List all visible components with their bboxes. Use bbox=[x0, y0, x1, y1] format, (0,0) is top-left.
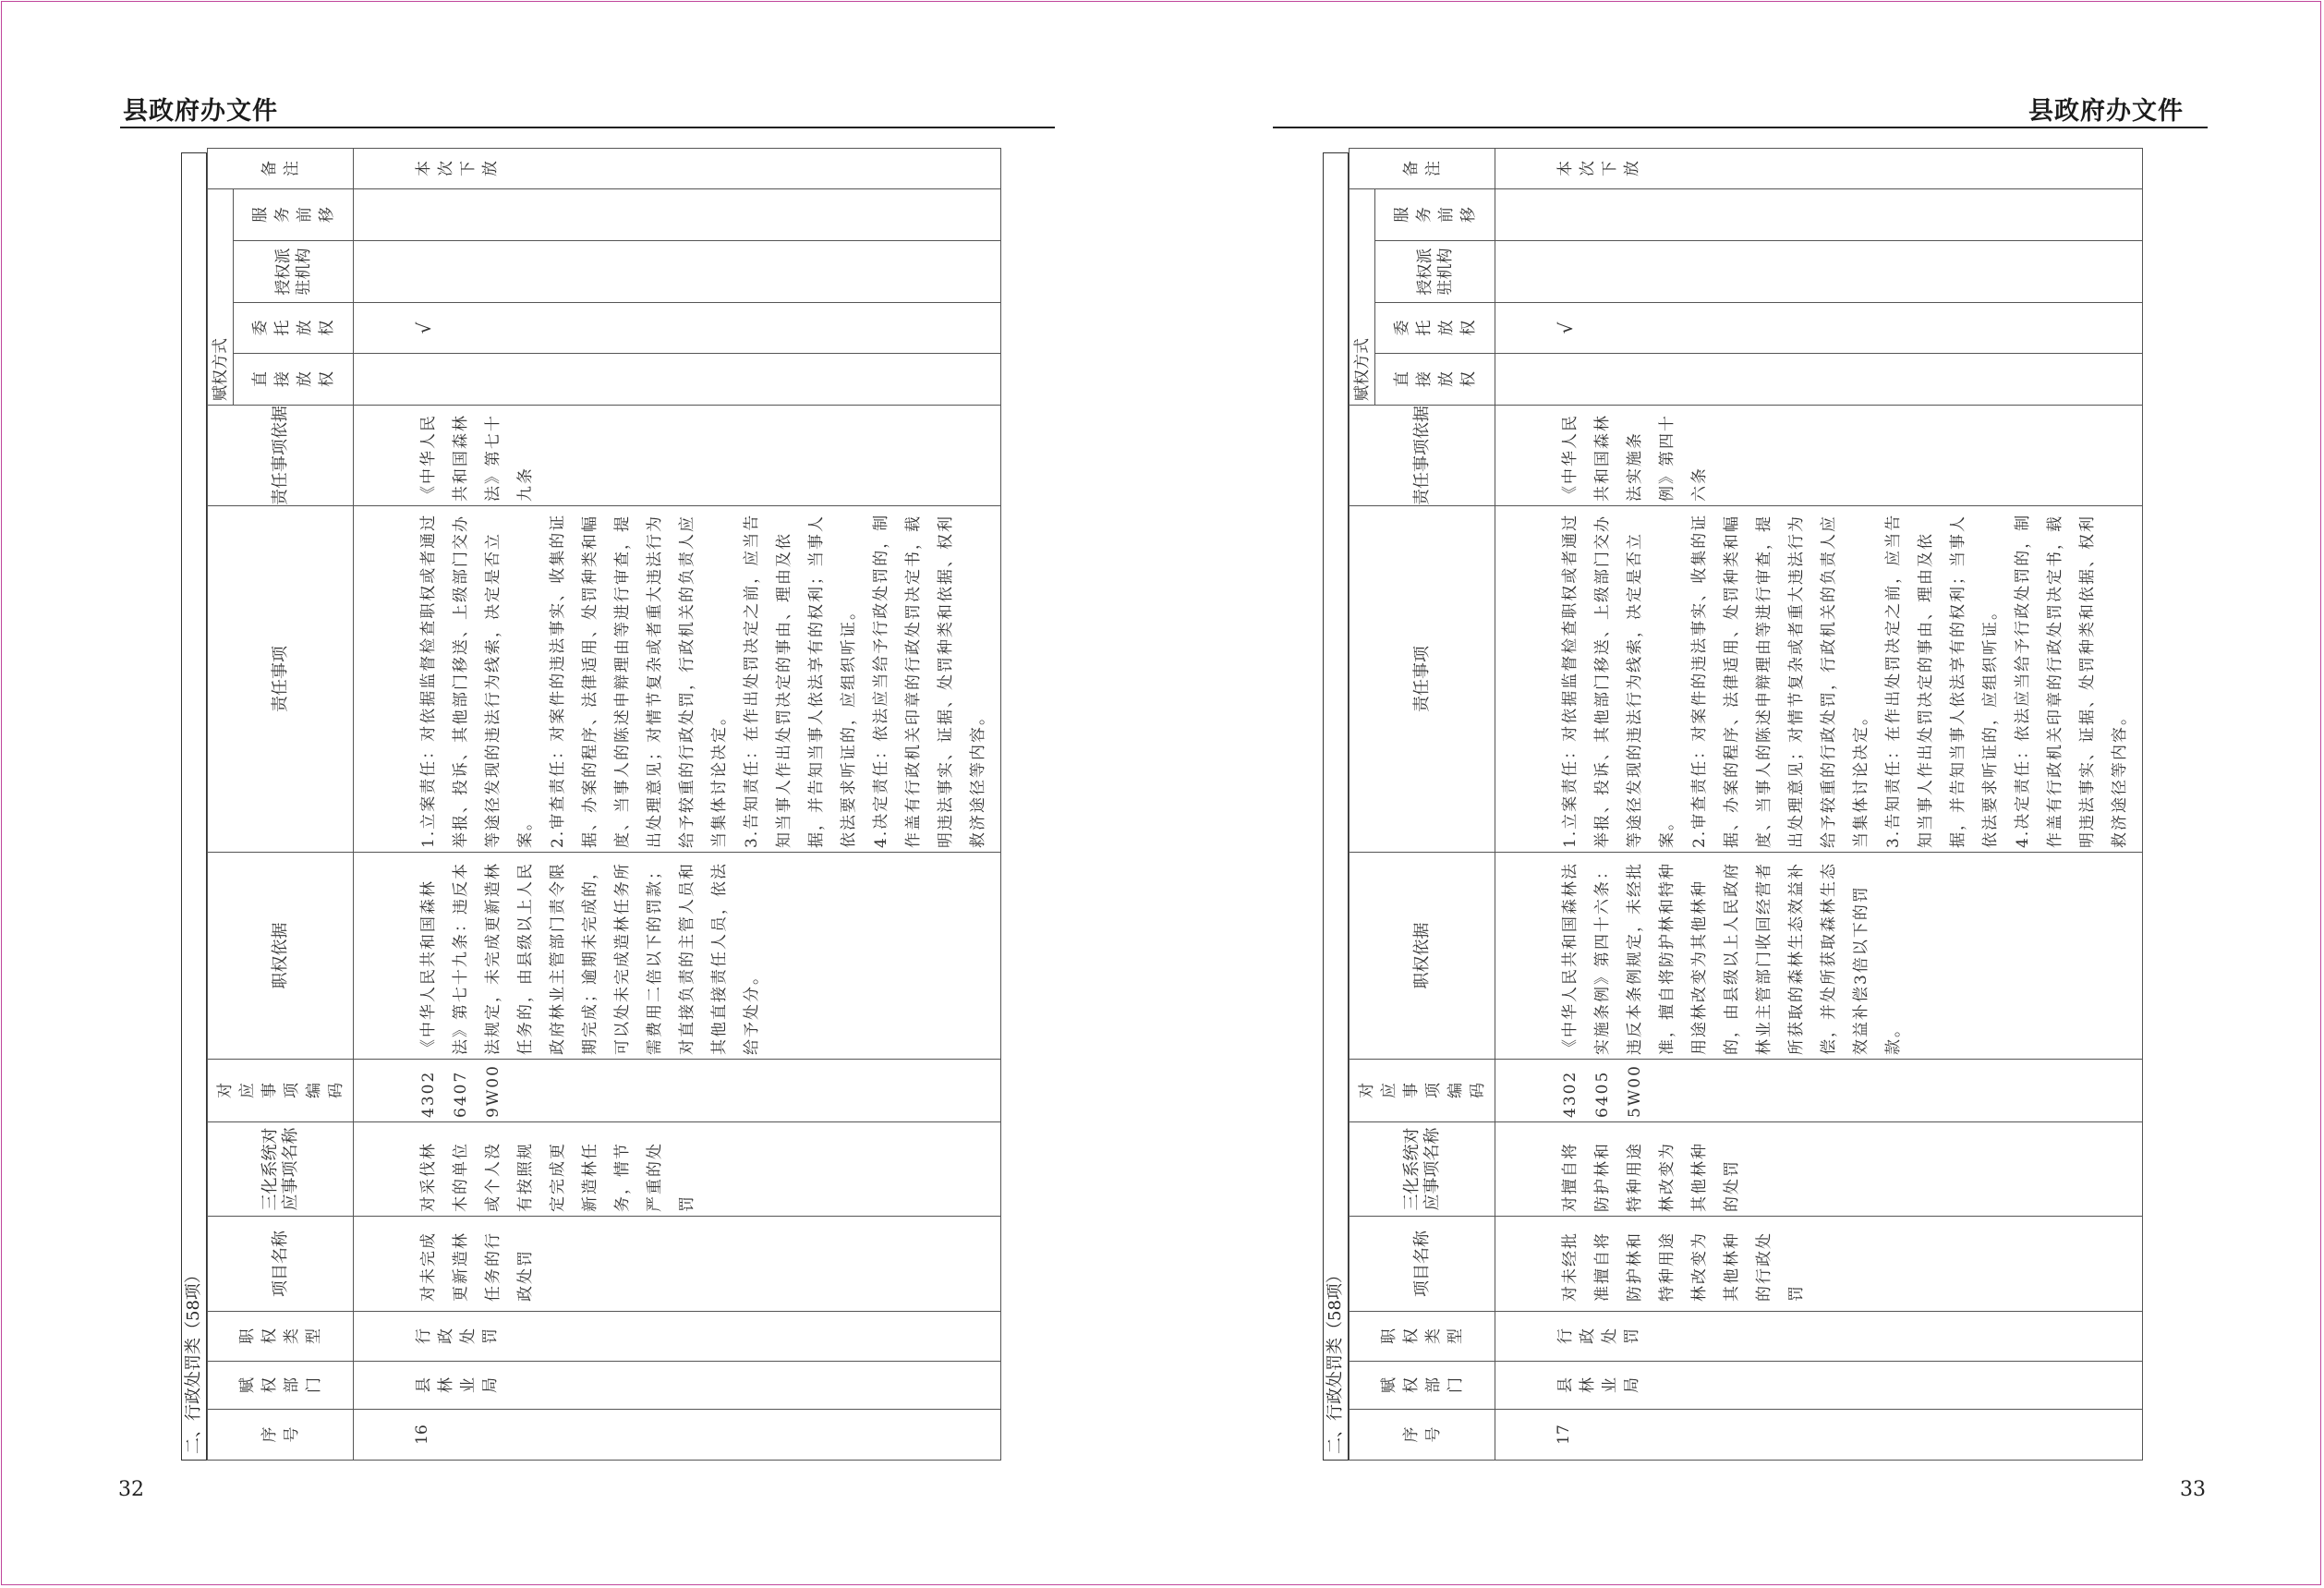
col-dept: 赋权部门 bbox=[208, 1362, 354, 1410]
cell-service-forward bbox=[1495, 189, 2143, 241]
col-legal-basis: 职权依据 bbox=[208, 853, 354, 1060]
col-remark: 备注 bbox=[1350, 149, 1495, 189]
cell-code: 430264055W00 bbox=[1495, 1060, 2143, 1122]
col-remark: 备注 bbox=[208, 149, 354, 189]
cell-resp-basis: 《中华人民共和国森林法》第七十九条 bbox=[354, 406, 1001, 506]
col-seq: 序号 bbox=[208, 1410, 354, 1461]
resp-item: 1.立案责任：对依据监督检查职权或者通过举报、投诉、其他部门移送、上级部门交办等途径发现的违法行为线索，决定是否立案。 bbox=[419, 513, 535, 848]
col-responsibility: 责任事项 bbox=[1350, 506, 1495, 853]
resp-item: 2.审查责任：对案件的违法事实、收集的证据、办案的程序、法律适用、处罚种类和幅度、当事人的陈述申辩理由等进行审查，提出处理意见；对情节复杂或者重大违法行为给予较重的行政处罚，行政机关的负责人应当集体讨论决定。 bbox=[1690, 513, 1870, 848]
cell-seq: 17 bbox=[1495, 1410, 2143, 1461]
header-rule bbox=[1273, 127, 2208, 128]
header-rule bbox=[120, 127, 1055, 128]
rotated-table-block bbox=[181, 152, 1003, 1461]
section-title: 二、行政处罚类（58项） bbox=[1323, 152, 1349, 1461]
col-entrust: 委托放权 bbox=[1375, 303, 1495, 354]
cell-responsibility bbox=[1495, 506, 2143, 853]
cell-remark: 本次下放 bbox=[354, 149, 1001, 189]
cell-responsibility bbox=[354, 506, 1001, 853]
cell-entrust-check: √ bbox=[354, 303, 1001, 354]
resp-item: 3.告知责任：在作出处罚决定之前，应当告知当事人作出处罚决定的事由、理由及依据，并告知当事人依法享有的权利；当事人依法要求听证的，应组织听证。 bbox=[743, 513, 858, 848]
cell-dept: 县林业局 bbox=[354, 1362, 1001, 1410]
resp-item: 4.决定责任：依法应当给予行政处罚的，制作盖有行政机关印章的行政处罚决定书，载明违法事实、证据、处罚种类和依据、权利救济途径等内容。 bbox=[872, 513, 987, 848]
cell-power-type: 行政处罚 bbox=[354, 1312, 1001, 1362]
col-legal-basis: 职权依据 bbox=[1350, 853, 1495, 1060]
col-three-sys-name: 三化系统对应事项名称 bbox=[208, 1122, 354, 1217]
resp-item: 3.告知责任：在作出处罚决定之前，应当告知当事人作出处罚决定的事由、理由及依据，并告知当事人依法享有的权利；当事人依法要求听证的，应组织听证。 bbox=[1884, 513, 2000, 848]
col-power-type: 职权类型 bbox=[1350, 1312, 1495, 1362]
cell-authorize bbox=[354, 241, 1001, 303]
resp-item: 2.审查责任：对案件的违法事实、收集的证据、办案的程序、法律适用、处罚种类和幅度、当事人的陈述申辩理由等进行审查，提出处理意见；对情节复杂或者重大违法行为给予较重的行政处罚，行政机关的负责人应当集体讨论决定。 bbox=[549, 513, 729, 848]
cell-entrust-check: √ bbox=[1495, 303, 2143, 354]
header-title: 县政府办文件 bbox=[123, 97, 278, 126]
page-number: 33 bbox=[2180, 1478, 2206, 1501]
col-authorize: 授权派驻机构 bbox=[234, 241, 354, 303]
col-resp-basis: 责任事项依据 bbox=[208, 406, 354, 506]
rotated-table-block bbox=[1323, 152, 2145, 1461]
col-item-name: 项目名称 bbox=[1350, 1217, 1495, 1312]
cell-direct bbox=[354, 354, 1001, 406]
col-entrust: 委托放权 bbox=[234, 303, 354, 354]
cell-three-sys-name: 对擅自将防护林和特种用途林改变为其他林种的处罚 bbox=[1495, 1122, 2143, 1217]
cell-seq: 16 bbox=[354, 1410, 1001, 1461]
col-direct: 直接放权 bbox=[234, 354, 354, 406]
powers-table bbox=[1349, 148, 2143, 1461]
cell-item-name: 对未经批准擅自将防护林和特种用途林改变为其他林种的行政处罚 bbox=[1495, 1217, 2143, 1312]
col-power-type: 职权类型 bbox=[208, 1312, 354, 1362]
col-seq: 序号 bbox=[1350, 1410, 1495, 1461]
col-authorize: 授权派驻机构 bbox=[1375, 241, 1495, 303]
cell-service-forward bbox=[354, 189, 1001, 241]
cell-item-name: 对未完成更新造林任务的行政处罚 bbox=[354, 1217, 1001, 1312]
resp-item: 1.立案责任：对依据监督检查职权或者通过举报、投诉、其他部门移送、上级部门交办等途径发现的违法行为线索，决定是否立案。 bbox=[1561, 513, 1676, 848]
page-number: 32 bbox=[118, 1478, 144, 1501]
cell-dept: 县林业局 bbox=[1495, 1362, 2143, 1410]
col-three-sys-name: 三化系统对应事项名称 bbox=[1350, 1122, 1495, 1217]
cell-resp-basis: 《中华人民共和国森林法实施条例》第四十六条 bbox=[1495, 406, 2143, 506]
col-responsibility: 责任事项 bbox=[208, 506, 354, 853]
col-code: 对应事项编码 bbox=[208, 1060, 354, 1122]
right-page bbox=[1162, 0, 2324, 1588]
resp-item: 4.决定责任：依法应当给予行政处罚的，制作盖有行政机关印章的行政处罚决定书，载明违法事实、证据、处罚种类和依据、权利救济途径等内容。 bbox=[2014, 513, 2129, 848]
cell-legal-basis: 《中华人民共和国森林法实施条例》第四十六条：违反本条例规定，未经批准，擅自将防护林和特种用途林改变为其他林种的，由县级以上人民政府林业主管部门收回经营者所获取的森林生态效益补偿，并处所获取森林生态效益补偿3倍以下的罚款。 bbox=[1495, 853, 2143, 1060]
cell-code: 430264079W00 bbox=[354, 1060, 1001, 1122]
cell-three-sys-name: 对采伐林木的单位或个人没有按照规定完成更新造林任务，情节严重的处罚 bbox=[354, 1122, 1001, 1217]
cell-authorize bbox=[1495, 241, 2143, 303]
col-grant-mode: 赋权方式 bbox=[208, 189, 234, 406]
col-resp-basis: 责任事项依据 bbox=[1350, 406, 1495, 506]
col-service-forward: 服务前移 bbox=[234, 189, 354, 241]
col-service-forward: 服务前移 bbox=[1375, 189, 1495, 241]
col-code: 对应事项编码 bbox=[1350, 1060, 1495, 1122]
col-direct: 直接放权 bbox=[1375, 354, 1495, 406]
col-item-name: 项目名称 bbox=[208, 1217, 354, 1312]
section-title: 二、行政处罚类（58项） bbox=[181, 152, 207, 1461]
powers-table bbox=[207, 148, 1001, 1461]
cell-direct bbox=[1495, 354, 2143, 406]
cell-legal-basis: 《中华人民共和国森林法》第七十九条：违反本法规定，未完成更新造林任务的，由县级以上人民政府林业主管部门责令限期完成；逾期未完成的，可以处未完成造林任务所需费用二倍以下的罚款；对直接负责的主管人员和其他直接责任人员，依法给予处分。 bbox=[354, 853, 1001, 1060]
col-grant-mode: 赋权方式 bbox=[1350, 189, 1375, 406]
cell-remark: 本次下放 bbox=[1495, 149, 2143, 189]
cell-power-type: 行政处罚 bbox=[1495, 1312, 2143, 1362]
col-dept: 赋权部门 bbox=[1350, 1362, 1495, 1410]
header-title: 县政府办文件 bbox=[2028, 97, 2184, 126]
